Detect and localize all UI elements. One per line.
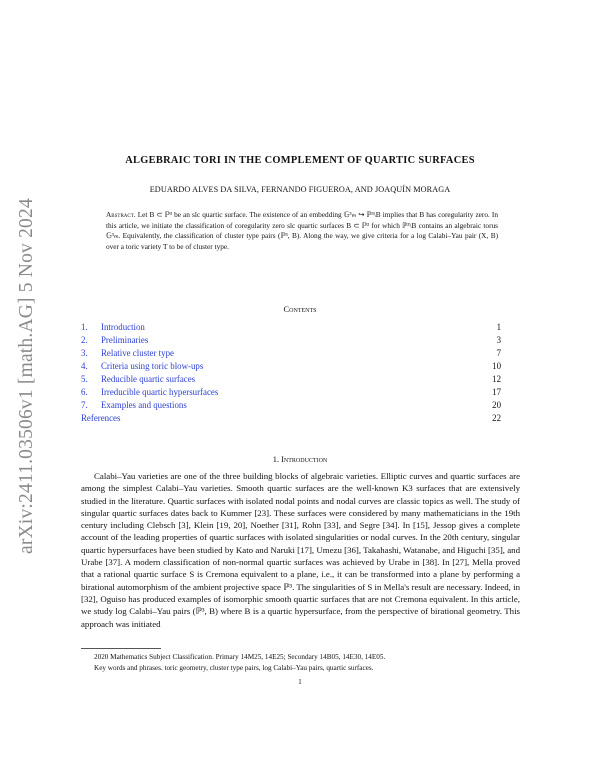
- toc-item-number: 7.: [81, 400, 88, 410]
- section-heading-introduction: 1. Introduction: [272, 455, 328, 464]
- paper-title: ALGEBRAIC TORI IN THE COMPLEMENT OF QUARTIC SURFACES: [125, 155, 475, 166]
- abstract-label: Abstract.: [106, 210, 136, 219]
- footnote-divider: [81, 648, 161, 649]
- toc-item-page: 12: [492, 374, 501, 384]
- toc-item-introduction[interactable]: [81, 321, 501, 334]
- contents-heading: Contents: [283, 305, 317, 314]
- toc-item-link[interactable]: References: [81, 413, 121, 423]
- toc-item-number: 6.: [81, 387, 88, 397]
- toc-item-page: 10: [492, 361, 501, 371]
- toc-item-examples-questions[interactable]: [81, 399, 501, 412]
- toc-item-page: 1: [496, 322, 501, 332]
- toc-item-link[interactable]: Relative cluster type: [101, 348, 174, 358]
- page-number: 1: [298, 677, 302, 686]
- footnote-keywords: Key words and phrases. toric geometry, cluster type pairs, log Calabi–Yau pairs, quartic surfaces.: [94, 663, 374, 672]
- introduction-paragraph: Calabi–Yau varieties are one of the three building blocks of algebraic varieties. Elliptic curves and quartic surfaces are among the simplest Calabi–Yau varieties. Smooth quartic surfaces are the well-known K3 surfaces that are extensively studied in the literature. Quartic surfaces with isolated nodal points and nodal curves are classic topics as well. The study of singular quartic surfaces dates back to Kummer [23]. These surfaces were considered by many mathematicians in the 19th century including Clebsch [3], Klein [19, 20], Noether [31], Rohn [33], and Segre [34]. In [15], Jessop gives a complete account of the leading properties of quartic surfaces with isolated singularities or nodal curves. In the 20th century, singular quartic hypersurfaces have been studied by Kato and Naruki [17], Umezu [36], Takahashi, Watanabe, and Higuchi [35], and Urabe [37]. A modern classification of non-normal quartic surfaces was achieved by Urabe in [38]. In [27], Mella proved that a rational quartic surface S is Cremona equivalent to a plane, i.e., it can be transformed into a plane by performing a birational automorphism of the ambient projective space ℙ³. The singularities of S in Mella's result are necessary. Indeed, in [32], Oguiso has produced examples of isomorphic smooth quartic surfaces that are not Cremona equivalent. In this article, we study log Calabi–Yau pairs (ℙ³, B) where B is a quartic hypersurface, from the perspective of birational geometry. This approach was initiated: [81, 471, 520, 629]
- toc-item-number: 5.: [81, 374, 88, 384]
- toc-item-relative-cluster-type[interactable]: [81, 347, 501, 360]
- footnote-msc: 2020 Mathematics Subject Classification. Primary 14M25, 14E25; Secondary 14B05, 14E30, 14E05.: [94, 653, 386, 661]
- toc-item-number: 2.: [81, 335, 88, 345]
- toc-item-link[interactable]: Introduction: [101, 322, 145, 332]
- toc-item-preliminaries[interactable]: [81, 334, 501, 347]
- toc-item-criteria-toric-blowups[interactable]: [81, 360, 501, 373]
- toc-item-number: 1.: [81, 322, 88, 332]
- abstract: [106, 210, 498, 252]
- toc-item-link[interactable]: Reducible quartic surfaces: [101, 374, 196, 384]
- table-of-contents: [81, 321, 501, 425]
- toc-item-page: 20: [492, 400, 501, 410]
- toc-item-page: 3: [496, 335, 501, 345]
- abstract-text: Let B ⊂ ℙ³ be an slc quartic surface. The existence of an embedding 𝔾³ₘ ↪ ℙ³\B implies that B has coregularity zero. In this article, we initiate the classification of coregularity zero slc quartic surfaces B ⊂ ℙ³ for which ℙ³\B contains an algebraic torus 𝔾³ₘ. Equivalently, the classification of cluster type pairs (ℙ³, B). Along the way, we give criteria for a log Calabi–Yau pair (X, B) over a toric variety T to be of cluster type.: [106, 210, 498, 251]
- toc-item-link[interactable]: Criteria using toric blow-ups: [101, 361, 204, 371]
- paper-authors: EDUARDO ALVES DA SILVA, FERNANDO FIGUEROA, AND JOAQUÍN MORAGA: [149, 185, 451, 194]
- toc-item-link[interactable]: Irreducible quartic hypersurfaces: [101, 387, 219, 397]
- toc-item-reducible-quartic-surfaces[interactable]: [81, 373, 501, 386]
- footnotes: [81, 652, 520, 673]
- toc-item-link[interactable]: Preliminaries: [101, 335, 149, 345]
- toc-item-irreducible-quartic-hypersurfaces[interactable]: [81, 386, 501, 399]
- toc-item-page: 22: [492, 413, 501, 423]
- arxiv-identifier-stamp: arXiv:2411.03506v1 [math.AG] 5 Nov 2024: [16, 198, 37, 554]
- toc-item-page: 17: [492, 387, 501, 397]
- toc-item-number: 3.: [81, 348, 88, 358]
- toc-item-link[interactable]: Examples and questions: [101, 400, 187, 410]
- toc-item-references[interactable]: [81, 412, 501, 425]
- toc-item-number: 4.: [81, 361, 88, 371]
- toc-item-page: 7: [496, 348, 501, 358]
